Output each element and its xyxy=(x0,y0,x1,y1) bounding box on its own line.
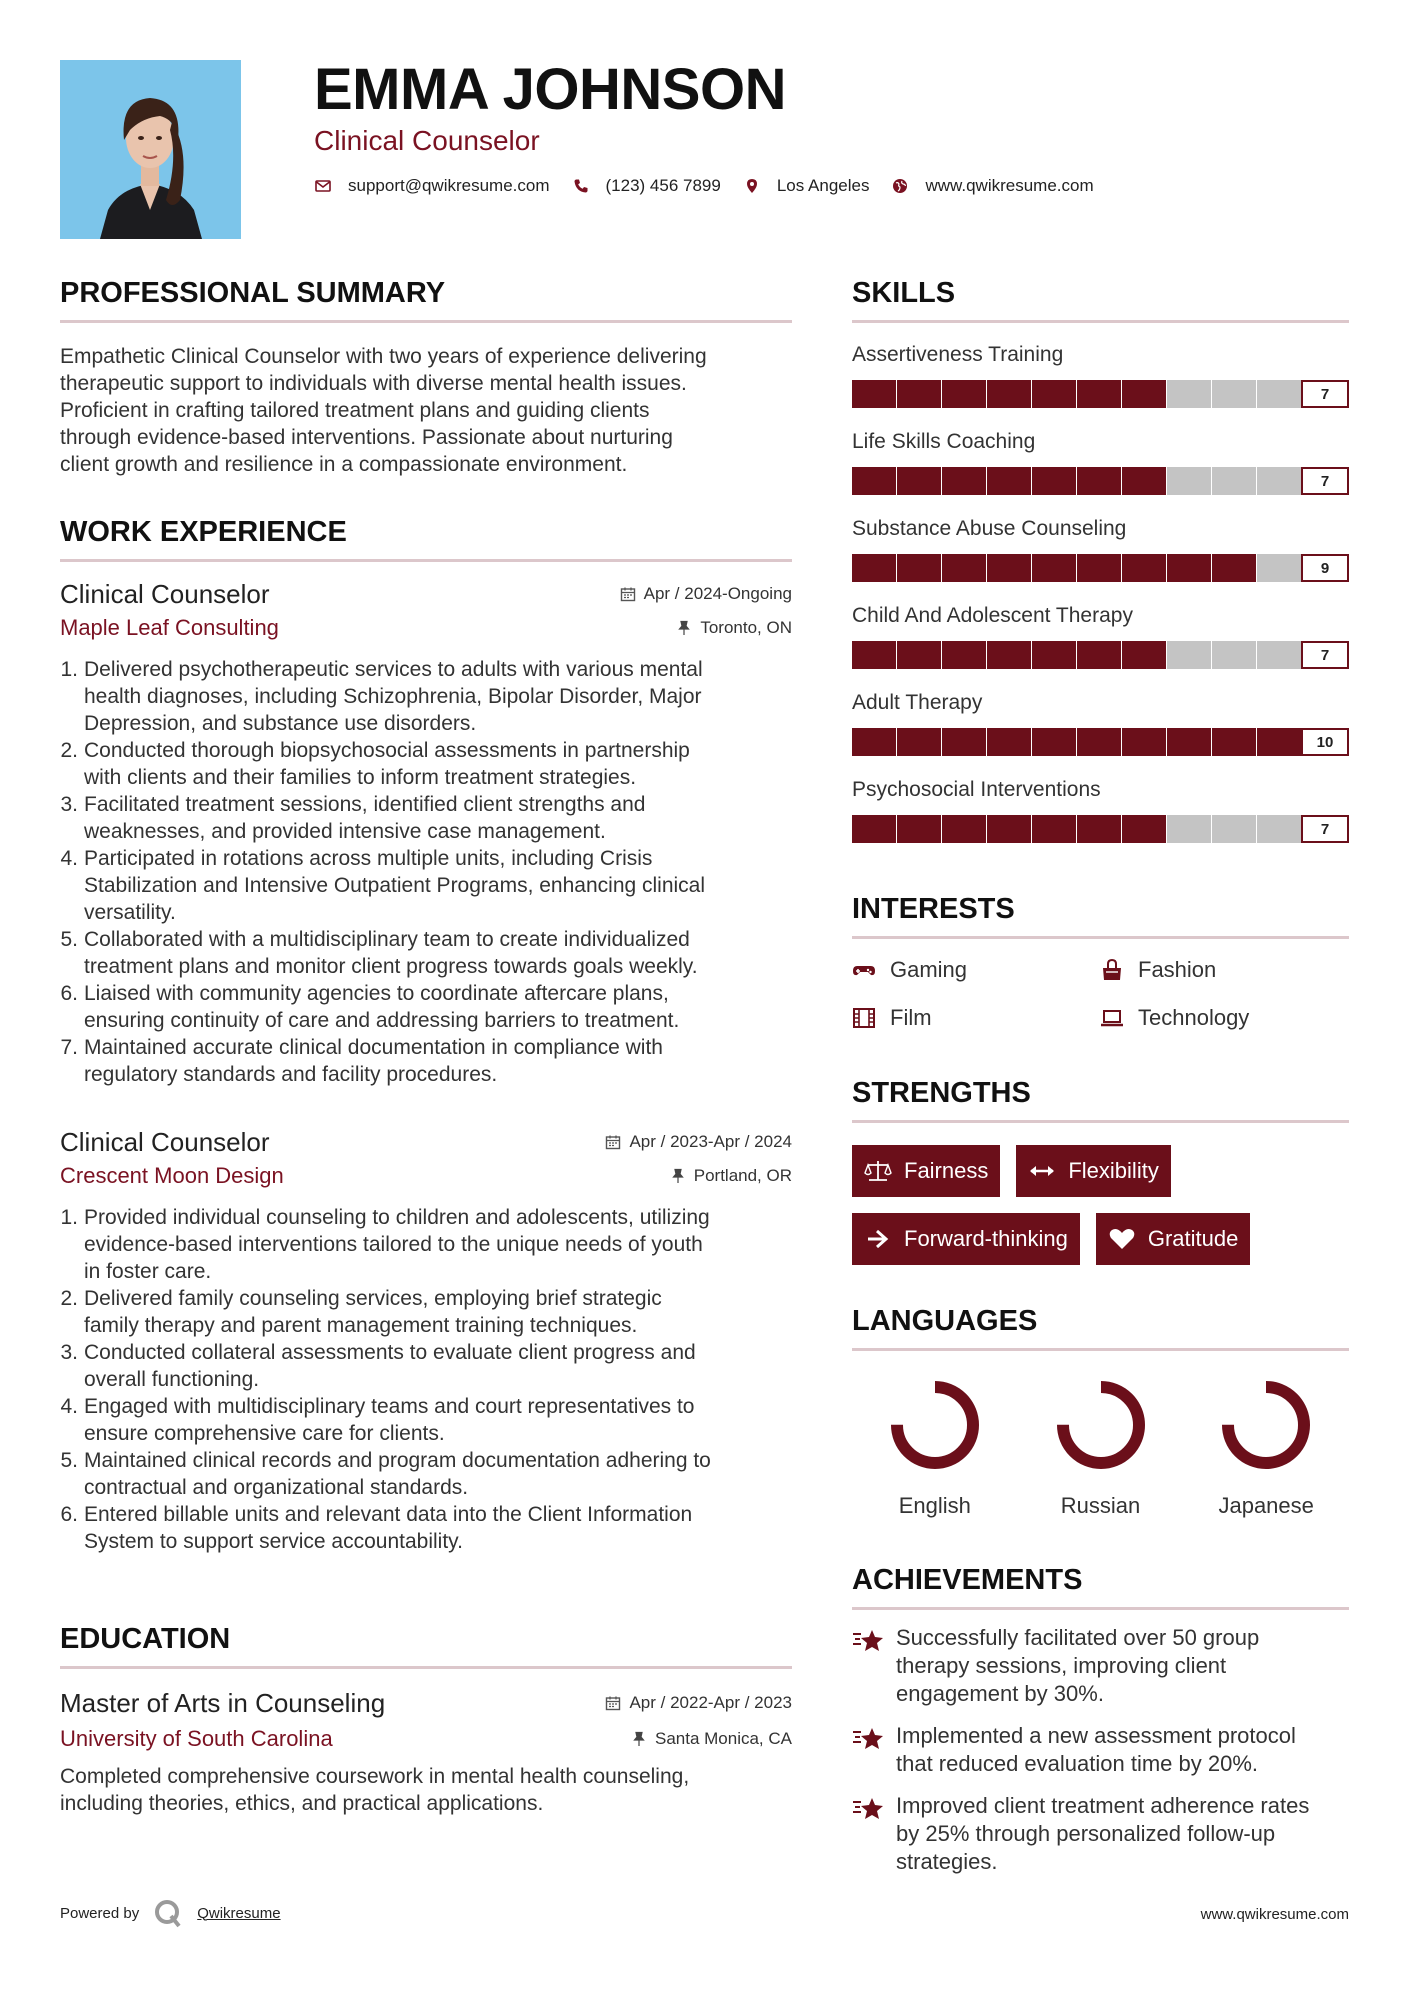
job-location xyxy=(676,618,792,638)
duty-item xyxy=(60,980,792,1034)
duty-number: 5. xyxy=(60,1449,78,1472)
duty-line: Stabilization and Intensive Outpatient Programs, enhancing clinical xyxy=(84,874,706,897)
strengths-section xyxy=(852,1076,1349,1281)
duty-line: Provided individual counseling to children and adolescents, utilizing xyxy=(84,1206,710,1229)
location-text: Los Angeles xyxy=(776,176,870,195)
duty-line: Maintained accurate clinical documentation in compliance with xyxy=(84,1036,663,1059)
degree-name: Master of Arts in Counseling xyxy=(60,1688,386,1718)
skill-bar-segment xyxy=(1257,728,1301,756)
map-pin-icon xyxy=(743,177,761,195)
strength-label: Forward-thinking xyxy=(904,1226,1068,1251)
skill-bar-segment xyxy=(1077,815,1121,843)
duty-item xyxy=(60,1393,792,1447)
contact-email[interactable] xyxy=(314,176,550,196)
contact-bar xyxy=(314,176,1116,196)
duty-item xyxy=(60,845,792,926)
skill-bar-segment xyxy=(1212,380,1256,408)
skill-name: Psychosocial Interventions xyxy=(852,778,1101,801)
duty-number: 5. xyxy=(60,928,78,951)
achievement-line: engagement by 30%. xyxy=(896,1681,1104,1706)
interests-section xyxy=(852,892,1349,1031)
duty-number: 1. xyxy=(60,658,78,681)
duty-item xyxy=(60,791,792,845)
education-date xyxy=(605,1693,792,1713)
skill-score: 7 xyxy=(1301,815,1349,843)
duty-item xyxy=(60,1447,792,1501)
arrows-horizontal-icon xyxy=(1028,1159,1056,1183)
candidate-name: EMMA JOHNSON xyxy=(314,57,786,122)
education-description xyxy=(60,1763,792,1817)
shooting-star-icon xyxy=(852,1724,886,1754)
summary-section xyxy=(60,276,792,478)
duty-line: Maintained clinical records and program documentation adhering to xyxy=(84,1449,711,1472)
interest-fashion xyxy=(1100,957,1348,983)
skill-bar-segment xyxy=(1167,380,1211,408)
duty-line: ensure comprehensive care for clients. xyxy=(84,1422,445,1445)
candidate-title: Clinical Counselor xyxy=(314,125,540,156)
duty-number: 3. xyxy=(60,1341,78,1364)
film-icon xyxy=(852,1006,876,1030)
skill-bar-segment xyxy=(1257,641,1301,669)
shooting-star-icon xyxy=(852,1794,886,1824)
duty-text xyxy=(78,1501,692,1555)
job-entry xyxy=(60,578,792,1088)
summary-heading: PROFESSIONAL SUMMARY xyxy=(60,277,446,309)
skill-bar-segment xyxy=(852,467,896,495)
skill-bar-segment xyxy=(852,641,896,669)
envelope-icon xyxy=(314,177,332,195)
summary-line: therapeutic support to individuals with diverse mental health issues. xyxy=(60,372,687,395)
skill-item xyxy=(852,602,1349,669)
calendar-icon xyxy=(605,1695,621,1711)
summary-line: client growth and resilience in a compassionate environment. xyxy=(60,453,628,476)
skill-bar-segment xyxy=(1077,554,1121,582)
skill-bar-segment xyxy=(1077,641,1121,669)
achievement-text xyxy=(896,1624,1259,1708)
skill-bar-segment xyxy=(1077,467,1121,495)
duty-line: family therapy and parent management training techniques. xyxy=(84,1314,638,1337)
duty-line: evidence-based interventions tailored to the unique needs of youth xyxy=(84,1233,703,1256)
duty-line: Delivered psychotherapeutic services to adults with various mental xyxy=(84,658,703,681)
skill-bar-segment xyxy=(1122,380,1166,408)
education-date-text: Apr / 2022-Apr / 2023 xyxy=(629,1693,792,1712)
languages-section xyxy=(852,1304,1349,1519)
duty-line: Conducted thorough biopsychosocial assessments in partnership xyxy=(84,739,690,762)
skill-name: Adult Therapy xyxy=(852,691,983,714)
duty-number: 2. xyxy=(60,739,78,762)
summary-text xyxy=(60,343,792,478)
achievement-line: Implemented a new assessment protocol xyxy=(896,1723,1296,1748)
languages-heading: LANGUAGES xyxy=(852,1305,1038,1337)
achievements-heading: ACHIEVEMENTS xyxy=(852,1564,1083,1596)
language-level-arc xyxy=(1063,1387,1139,1463)
skill-bar-segment xyxy=(942,380,986,408)
pushpin-icon xyxy=(631,1731,647,1747)
skill-rating-bar xyxy=(852,380,1349,408)
email-text: support@qwikresume.com xyxy=(348,176,550,195)
duty-item xyxy=(60,926,792,980)
section-divider xyxy=(852,936,1349,939)
duty-item xyxy=(60,1501,792,1555)
strengths-heading: STRENGTHS xyxy=(852,1077,1031,1109)
summary-line: Empathetic Clinical Counselor with two years of experience delivering xyxy=(60,345,707,368)
skill-bar-segment xyxy=(852,728,896,756)
work-section xyxy=(60,515,792,562)
education-location-text: Santa Monica, CA xyxy=(654,1729,792,1748)
laptop-icon xyxy=(1100,1006,1124,1030)
duty-line: in foster care. xyxy=(84,1260,212,1283)
skills-heading: SKILLS xyxy=(852,277,956,309)
achievement-line: therapy sessions, improving client xyxy=(896,1653,1227,1678)
duty-line: health diagnoses, including Schizophrenia, Bipolar Disorder, Major xyxy=(84,685,702,708)
language-item xyxy=(852,1375,1018,1519)
duty-text xyxy=(78,1285,662,1339)
achievement-line: Improved client treatment adherence rates xyxy=(896,1793,1310,1818)
arrow-right-icon xyxy=(864,1227,892,1251)
duty-number: 4. xyxy=(60,847,78,870)
section-divider xyxy=(60,559,792,562)
language-item xyxy=(1018,1375,1184,1519)
duty-line: contractual and organizational standards. xyxy=(84,1476,469,1499)
strength-label: Flexibility xyxy=(1068,1158,1159,1183)
interest-label: Technology xyxy=(1138,1005,1250,1030)
duty-line: Depression, and substance use disorders. xyxy=(84,712,477,735)
skill-bar-segment xyxy=(1167,641,1211,669)
duty-line: Participated in rotations across multiple units, including Crisis xyxy=(84,847,653,870)
footer-powered-by xyxy=(60,1898,281,1928)
skill-item xyxy=(852,689,1349,756)
section-divider xyxy=(60,320,792,323)
skill-bar-segment xyxy=(852,815,896,843)
skill-bar-segment xyxy=(1212,815,1256,843)
strength-badge xyxy=(1096,1213,1251,1265)
language-level-ring xyxy=(885,1375,985,1475)
language-level-arc xyxy=(1228,1387,1304,1463)
duty-item xyxy=(60,1204,792,1285)
section-divider xyxy=(852,1348,1349,1351)
strength-badge xyxy=(852,1145,1000,1197)
achievements-section xyxy=(852,1563,1349,1876)
skill-item xyxy=(852,776,1349,843)
duty-number: 7. xyxy=(60,1036,78,1059)
job-date xyxy=(620,584,792,604)
powered-by-text: Powered by xyxy=(60,1904,140,1922)
skill-bar-segment xyxy=(1167,815,1211,843)
skill-bar-segment xyxy=(1032,554,1076,582)
interests-heading: INTERESTS xyxy=(852,893,1015,925)
phone-text: (123) 456 7899 xyxy=(605,176,721,195)
skill-score: 9 xyxy=(1301,554,1349,582)
skill-name: Life Skills Coaching xyxy=(852,430,1036,453)
gamepad-icon xyxy=(852,958,876,982)
achievement-item xyxy=(852,1792,1349,1876)
skill-score: 10 xyxy=(1301,728,1349,756)
skill-bar-segment xyxy=(942,467,986,495)
strength-label: Gratitude xyxy=(1147,1226,1239,1251)
globe-icon xyxy=(891,177,909,195)
duty-line: weaknesses, and provided intensive case management. xyxy=(84,820,606,843)
achievement-item xyxy=(852,1624,1349,1708)
skill-bar-segment xyxy=(1032,815,1076,843)
duty-number: 6. xyxy=(60,1503,78,1526)
skill-bar-segment xyxy=(897,380,941,408)
interest-label: Fashion xyxy=(1138,957,1217,982)
skill-bar-segment xyxy=(987,467,1031,495)
strength-label: Fairness xyxy=(904,1158,989,1183)
skill-score: 7 xyxy=(1301,641,1349,669)
skill-bar-segment xyxy=(1122,467,1166,495)
skill-bar-segment xyxy=(1257,554,1301,582)
duty-number: 1. xyxy=(60,1206,78,1229)
language-level-arc xyxy=(897,1387,973,1463)
education-section xyxy=(60,1622,792,1817)
skill-bar-segment xyxy=(942,815,986,843)
school-name: University of South Carolina xyxy=(60,1726,333,1751)
skill-item xyxy=(852,341,1349,408)
skill-rating-bar xyxy=(852,554,1349,582)
calendar-icon xyxy=(620,586,636,602)
duty-text xyxy=(78,1034,663,1088)
skill-item xyxy=(852,428,1349,495)
skill-bar-segment xyxy=(987,554,1031,582)
skill-bar-segment xyxy=(1032,467,1076,495)
section-divider xyxy=(852,1120,1349,1123)
pushpin-icon xyxy=(670,1168,686,1184)
duty-line: Entered billable units and relevant data into the Client Information xyxy=(84,1503,693,1526)
interest-label: Film xyxy=(890,1005,932,1030)
skill-bar-segment xyxy=(942,728,986,756)
skill-bar-segment xyxy=(987,815,1031,843)
skill-rating-bar xyxy=(852,815,1349,843)
strength-badge xyxy=(1016,1145,1170,1197)
duty-number: 6. xyxy=(60,982,78,1005)
interest-label: Gaming xyxy=(890,957,968,982)
achievement-line: that reduced evaluation time by 20%. xyxy=(896,1751,1259,1776)
achievement-item xyxy=(852,1722,1349,1778)
strength-badge xyxy=(852,1213,1080,1265)
job-entry xyxy=(60,1126,792,1555)
job-duties xyxy=(60,1204,792,1555)
contact-phone[interactable] xyxy=(572,176,721,196)
achievements-list xyxy=(852,1624,1349,1876)
education-location xyxy=(631,1729,792,1749)
qwikresume-logo-icon xyxy=(153,1898,183,1928)
duty-item xyxy=(60,656,792,737)
footer-website[interactable]: www.qwikresume.com xyxy=(1200,1906,1349,1923)
skill-bar-segment xyxy=(1122,641,1166,669)
language-name: Russian xyxy=(1060,1493,1141,1518)
skill-bar-segment xyxy=(942,641,986,669)
job-location xyxy=(670,1166,792,1186)
interests-list xyxy=(852,957,1349,1031)
skill-bar-segment xyxy=(897,467,941,495)
strengths-list xyxy=(852,1145,1349,1281)
duty-text xyxy=(78,656,703,737)
skill-bar-segment xyxy=(1212,641,1256,669)
balance-scale-icon xyxy=(864,1159,892,1183)
skill-bar-segment xyxy=(1122,554,1166,582)
achievement-text xyxy=(896,1722,1296,1778)
job-company: Crescent Moon Design xyxy=(60,1163,284,1188)
language-item xyxy=(1183,1375,1349,1519)
skill-bar-segment xyxy=(1212,554,1256,582)
duty-line: regulatory standards and facility procedures. xyxy=(84,1063,498,1086)
skill-bar-segment xyxy=(1032,380,1076,408)
duty-text xyxy=(78,737,690,791)
shopping-bag-icon xyxy=(1100,958,1124,982)
skills-section xyxy=(852,276,1349,863)
achievement-line: Successfully facilitated over 50 group xyxy=(896,1625,1260,1650)
skill-bar-segment xyxy=(987,641,1031,669)
skill-bar-segment xyxy=(942,554,986,582)
skill-bar-segment xyxy=(987,380,1031,408)
skill-bar-segment xyxy=(852,380,896,408)
duty-text xyxy=(78,926,698,980)
skill-rating-bar xyxy=(852,641,1349,669)
job-role: Clinical Counselor xyxy=(60,1127,270,1157)
duty-item xyxy=(60,737,792,791)
brand-link[interactable]: Qwikresume xyxy=(197,1904,281,1922)
duty-line: Facilitated treatment sessions, identified client strengths and xyxy=(84,793,646,816)
duty-line: versatility. xyxy=(84,901,176,924)
skill-bar-segment xyxy=(1077,380,1121,408)
interest-technology xyxy=(1100,1005,1348,1031)
interest-gaming xyxy=(852,957,1100,983)
duty-text xyxy=(78,1204,710,1285)
skill-rating-bar xyxy=(852,728,1349,756)
duty-line: Conducted collateral assessments to evaluate client progress and xyxy=(84,1341,696,1364)
skill-bar-segment xyxy=(1257,467,1301,495)
duty-item xyxy=(60,1339,792,1393)
skill-name: Assertiveness Training xyxy=(852,343,1064,366)
duty-text xyxy=(78,1393,694,1447)
skill-bar-segment xyxy=(1212,728,1256,756)
language-level-ring xyxy=(1051,1375,1151,1475)
skill-name: Child And Adolescent Therapy xyxy=(852,604,1133,627)
language-name: Japanese xyxy=(1218,1493,1314,1518)
duty-item xyxy=(60,1285,792,1339)
duty-text xyxy=(78,1447,711,1501)
section-divider xyxy=(852,1607,1349,1610)
work-heading: WORK EXPERIENCE xyxy=(60,516,347,548)
heart-icon xyxy=(1108,1227,1136,1251)
duty-text xyxy=(78,845,705,926)
job-date xyxy=(605,1132,792,1152)
skill-bar-segment xyxy=(1212,467,1256,495)
job-location-text: Portland, OR xyxy=(693,1166,792,1185)
phone-icon xyxy=(572,177,590,195)
duty-text xyxy=(78,791,645,845)
skill-score: 7 xyxy=(1301,467,1349,495)
skill-bar-segment xyxy=(1077,728,1121,756)
duty-number: 4. xyxy=(60,1395,78,1418)
interest-film xyxy=(852,1005,1100,1031)
contact-location xyxy=(743,176,870,196)
duty-number: 2. xyxy=(60,1287,78,1310)
shooting-star-icon xyxy=(852,1626,886,1656)
job-company: Maple Leaf Consulting xyxy=(60,615,279,640)
skill-bar-segment xyxy=(1257,815,1301,843)
duty-line: overall functioning. xyxy=(84,1368,260,1391)
skill-bar-segment xyxy=(897,641,941,669)
website-text: www.qwikresume.com xyxy=(925,176,1094,195)
skill-rating-bar xyxy=(852,467,1349,495)
duty-item xyxy=(60,1034,792,1088)
summary-line: Proficient in crafting tailored treatment plans and guiding clients xyxy=(60,399,650,422)
section-divider xyxy=(852,320,1349,323)
duty-line: Liaised with community agencies to coordinate aftercare plans, xyxy=(84,982,669,1005)
job-role: Clinical Counselor xyxy=(60,579,270,609)
language-name: English xyxy=(898,1493,971,1518)
language-level-ring xyxy=(1216,1375,1316,1475)
calendar-icon xyxy=(605,1134,621,1150)
pushpin-icon xyxy=(676,620,692,636)
duty-line: Collaborated with a multidisciplinary team to create individualized xyxy=(84,928,690,951)
job-location-text: Toronto, ON xyxy=(700,618,792,637)
duty-line: treatment plans and monitor client progress towards goals weekly. xyxy=(84,955,698,978)
duty-line: Engaged with multidisciplinary teams and court representatives to xyxy=(84,1395,695,1418)
duty-text xyxy=(78,1339,696,1393)
skills-list xyxy=(852,341,1349,843)
skill-bar-segment xyxy=(1167,467,1211,495)
achievement-line: strategies. xyxy=(896,1849,998,1874)
skill-bar-segment xyxy=(1167,554,1211,582)
section-divider xyxy=(60,1666,792,1669)
duty-line: with clients and their families to inform treatment strategies. xyxy=(84,766,637,789)
duty-text xyxy=(78,980,679,1034)
duty-line: ensuring continuity of care and addressing barriers to treatment. xyxy=(84,1009,680,1032)
job-date-text: Apr / 2024-Ongoing xyxy=(643,584,792,603)
job-date-text: Apr / 2023-Apr / 2024 xyxy=(629,1132,792,1151)
achievement-line: by 25% through personalized follow-up xyxy=(896,1821,1276,1846)
skill-bar-segment xyxy=(897,554,941,582)
job-duties xyxy=(60,656,792,1088)
education-line: Completed comprehensive coursework in mental health counseling, xyxy=(60,1765,690,1788)
skill-bar-segment xyxy=(987,728,1031,756)
contact-website[interactable] xyxy=(891,176,1093,196)
education-heading: EDUCATION xyxy=(60,1623,231,1655)
education-line: including theories, ethics, and practical applications. xyxy=(60,1792,544,1815)
skill-score: 7 xyxy=(1301,380,1349,408)
skill-bar-segment xyxy=(1032,641,1076,669)
duty-line: Delivered family counseling services, employing brief strategic xyxy=(84,1287,662,1310)
skill-bar-segment xyxy=(897,728,941,756)
skill-bar-segment xyxy=(1122,728,1166,756)
skill-bar-segment xyxy=(1257,380,1301,408)
skill-name: Substance Abuse Counseling xyxy=(852,517,1127,540)
languages-list xyxy=(852,1375,1349,1519)
duty-number: 3. xyxy=(60,793,78,816)
skill-bar-segment xyxy=(1032,728,1076,756)
skill-item xyxy=(852,515,1349,582)
skill-bar-segment xyxy=(897,815,941,843)
skill-bar-segment xyxy=(1167,728,1211,756)
skill-bar-segment xyxy=(852,554,896,582)
duty-line: System to support service accountability. xyxy=(84,1530,463,1553)
achievement-text xyxy=(896,1792,1309,1876)
profile-photo xyxy=(60,60,241,239)
skill-bar-segment xyxy=(1122,815,1166,843)
summary-line: through evidence-based interventions. Passionate about nurturing xyxy=(60,426,673,449)
